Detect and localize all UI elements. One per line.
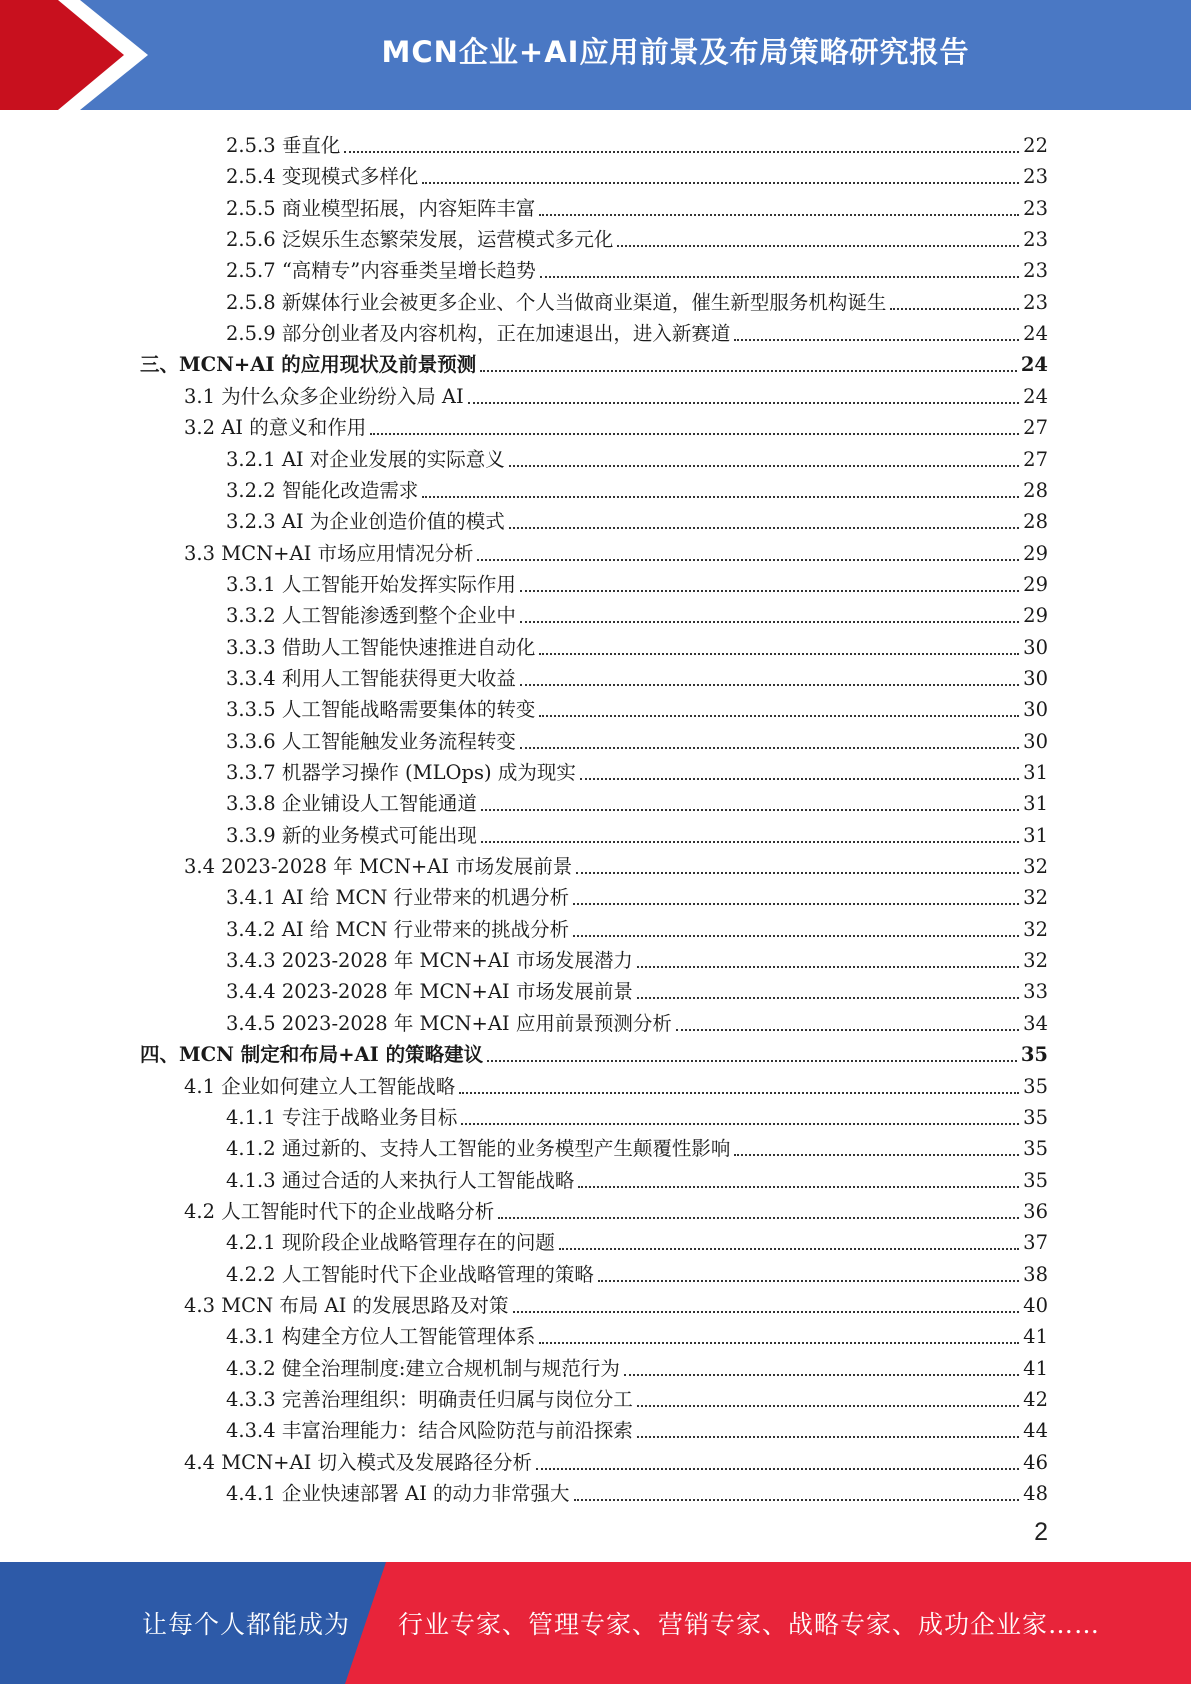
toc-entry[interactable] [184, 849, 1048, 880]
toc-dot-leader [370, 433, 1019, 435]
toc-entry-page: 30 [1023, 729, 1048, 753]
footer-slogan-right: 行业专家、管理专家、营销专家、战略专家、成功企业家…… [398, 1610, 1101, 1639]
toc-dot-leader [536, 1468, 1019, 1470]
toc-dot-leader [539, 1342, 1019, 1344]
toc-entry[interactable] [226, 1131, 1048, 1162]
toc-entry[interactable] [184, 1069, 1048, 1100]
toc-entry-page: 29 [1023, 541, 1048, 565]
toc-entry-label: 2.5.8 新媒体行业会被更多企业、个人当做商业渠道，催生新型服务机构诞生 [226, 290, 887, 314]
toc-entry[interactable] [226, 1163, 1048, 1194]
toc-entry[interactable] [226, 912, 1048, 943]
toc-entry-page: 28 [1023, 510, 1048, 534]
toc-entry-page: 23 [1023, 165, 1048, 189]
toc-entry-page: 38 [1023, 1262, 1048, 1286]
toc-entry-label: 3.4.3 2023-2028 年 MCN+AI 市场发展潜力 [226, 949, 633, 973]
toc-dot-leader [580, 778, 1019, 780]
toc-entry[interactable] [226, 880, 1048, 911]
toc-dot-leader [487, 1060, 1017, 1062]
toc-entry-label: 3.1 为什么众多企业纷纷入局 AI [184, 384, 464, 408]
report-title: MCN企业+AI应用前景及布局策略研究报告 [381, 34, 970, 69]
toc-dot-leader [574, 1499, 1020, 1501]
toc-entry-label: 4.1 企业如何建立人工智能战略 [184, 1074, 456, 1098]
toc-entry-label: 4.3.4 丰富治理能力：结合风险防范与前沿探索 [226, 1419, 633, 1443]
toc-entry[interactable] [184, 379, 1048, 410]
toc-dot-leader [513, 1311, 1020, 1313]
toc-entry-page: 22 [1023, 134, 1048, 157]
toc-entry[interactable] [226, 661, 1048, 692]
toc-entry[interactable] [226, 755, 1048, 786]
toc-entry-label: 3.3.9 新的业务模式可能出现 [226, 823, 477, 847]
toc-dot-leader [344, 151, 1019, 153]
toc-entry[interactable] [140, 347, 1048, 378]
toc-entry-label: 3.4.1 AI 给 MCN 行业带来的机遇分析 [226, 886, 570, 910]
toc-entry-page: 31 [1023, 823, 1048, 847]
toc-entry[interactable] [226, 1006, 1048, 1037]
toc-entry-page: 29 [1023, 604, 1048, 628]
toc-dot-leader [481, 809, 1019, 811]
toc-dot-leader [520, 747, 1019, 749]
toc-entry-label: 3.4.5 2023-2028 年 MCN+AI 应用前景预测分析 [226, 1011, 672, 1035]
toc-entry-label: 4.3.2 健全治理制度:建立合规机制与规范行为 [226, 1356, 620, 1380]
toc-entry[interactable] [226, 253, 1048, 284]
toc-entry-page: 32 [1023, 855, 1048, 879]
toc-entry-label: 3.3.8 企业铺设人工智能通道 [226, 792, 477, 816]
toc-dot-leader [637, 1405, 1019, 1407]
toc-entry-label: 4.4.1 企业快速部署 AI 的动力非常强大 [226, 1482, 570, 1506]
toc-entry-label: 4.2.2 人工智能时代下企业战略管理的策略 [226, 1262, 594, 1286]
toc-entry-label: 4.4 MCN+AI 切入模式及发展路径分析 [184, 1450, 532, 1474]
toc-entry-label: 3.2.3 AI 为企业创造价值的模式 [226, 510, 505, 534]
toc-entry-page: 29 [1023, 572, 1048, 596]
toc-entry[interactable] [140, 1037, 1048, 1068]
toc-dot-leader [498, 1217, 1019, 1219]
toc-entry[interactable] [226, 1100, 1048, 1131]
toc-entry-page: 30 [1023, 698, 1048, 722]
toc-entry-page: 23 [1023, 196, 1048, 220]
toc-entry-page: 35 [1020, 1043, 1048, 1067]
toc-dot-leader [461, 1123, 1019, 1125]
toc-entry-label: 3.2.1 AI 对企业发展的实际意义 [226, 447, 505, 471]
toc-entry-label: 3.3.2 人工智能渗透到整个企业中 [226, 604, 516, 628]
toc-entry-page: 24 [1023, 384, 1048, 408]
toc-entry[interactable] [226, 285, 1048, 316]
toc-entry[interactable] [226, 1413, 1048, 1444]
toc-dot-leader [573, 903, 1019, 905]
toc-dot-leader [576, 872, 1019, 874]
toc-entry[interactable] [226, 128, 1048, 159]
toc-entry[interactable] [226, 473, 1048, 504]
toc-entry-page: 42 [1023, 1388, 1048, 1411]
toc-entry[interactable] [226, 316, 1048, 347]
toc-entry[interactable] [226, 943, 1048, 974]
toc-entry-label: 3.2.2 智能化改造需求 [226, 478, 419, 502]
toc-entry-page: 23 [1023, 290, 1048, 314]
toc-entry-page: 35 [1023, 1168, 1048, 1192]
toc-dot-leader [559, 1248, 1019, 1250]
toc-dot-leader [539, 715, 1019, 717]
toc-dot-leader [734, 339, 1019, 341]
toc-dot-leader [539, 214, 1019, 216]
toc-entry-page: 23 [1023, 228, 1048, 252]
toc-dot-leader [598, 1280, 1019, 1282]
toc-entry[interactable] [226, 1257, 1048, 1288]
toc-entry-label: 2.5.4 变现模式多样化 [226, 165, 419, 189]
toc-dot-leader [539, 653, 1019, 655]
toc-dot-leader [509, 527, 1019, 529]
toc-entry-page: 32 [1023, 949, 1048, 973]
toc-entry-page: 33 [1023, 980, 1048, 1004]
toc-entry-page: 30 [1023, 635, 1048, 659]
toc-entry[interactable] [226, 1382, 1048, 1413]
toc-dot-leader [422, 496, 1019, 498]
header-accent-graphic [0, 0, 150, 110]
toc-entry-label: 2.5.6 泛娱乐生态繁荣发展，运营模式多元化 [226, 228, 614, 252]
toc-entry-label: 3.3 MCN+AI 市场应用情况分析 [184, 541, 474, 565]
toc-entry[interactable] [226, 1225, 1048, 1256]
toc-entry-page: 41 [1023, 1325, 1048, 1349]
toc-entry-page: 37 [1023, 1231, 1048, 1255]
toc-entry[interactable] [226, 222, 1048, 253]
toc-entry-page: 30 [1023, 666, 1048, 690]
toc-dot-leader [540, 276, 1019, 278]
toc-dot-leader [422, 182, 1019, 184]
toc-entry-page: 32 [1023, 886, 1048, 910]
toc-entry-page: 23 [1023, 259, 1048, 283]
toc-entry[interactable] [226, 504, 1048, 535]
toc-entry-label: 2.5.5 商业模型拓展，内容矩阵丰富 [226, 196, 536, 220]
toc-entry-label: 3.4 2023-2028 年 MCN+AI 市场发展前景 [184, 855, 573, 879]
toc-entry-label: 4.2 人工智能时代下的企业战略分析 [184, 1199, 495, 1223]
toc-entry-page: 44 [1023, 1419, 1048, 1443]
toc-entry[interactable] [226, 1351, 1048, 1382]
toc-entry-label: 3.3.6 人工智能触发业务流程转变 [226, 729, 516, 753]
toc-dot-leader [509, 465, 1019, 467]
toc-entry[interactable] [226, 442, 1048, 473]
toc-entry-label: 3.3.5 人工智能战略需要集体的转变 [226, 698, 536, 722]
toc-entry-label: 4.3.1 构建全方位人工智能管理体系 [226, 1325, 536, 1349]
toc-entry-label: 三、MCN+AI 的应用现状及前景预测 [140, 353, 477, 377]
toc-entry-page: 28 [1023, 478, 1048, 502]
toc-dot-leader [459, 1092, 1019, 1094]
toc-entry-page: 32 [1023, 917, 1048, 941]
toc-entry-label: 四、MCN 制定和布局+AI 的策略建议 [140, 1043, 484, 1067]
toc-entry[interactable] [226, 1319, 1048, 1350]
toc-entry[interactable] [226, 724, 1048, 755]
toc-entry-page: 46 [1023, 1450, 1048, 1474]
toc-dot-leader [477, 559, 1019, 561]
toc-entry-page: 36 [1023, 1199, 1048, 1223]
toc-entry-page: 27 [1023, 416, 1048, 440]
toc-entry-label: 3.3.4 利用人工智能获得更大收益 [226, 666, 516, 690]
toc-entry-page: 35 [1023, 1074, 1048, 1098]
toc-entry[interactable] [226, 1476, 1048, 1507]
toc-entry-label: 4.1.1 专注于战略业务目标 [226, 1105, 458, 1129]
toc-entry[interactable] [226, 191, 1048, 222]
toc-entry[interactable] [226, 159, 1048, 190]
toc-dot-leader [573, 935, 1019, 937]
toc-entry[interactable] [184, 410, 1048, 441]
toc-dot-leader [617, 245, 1019, 247]
toc-dot-leader [637, 1436, 1019, 1438]
toc-dot-leader [481, 841, 1019, 843]
page-number: 2 [1034, 1518, 1048, 1546]
toc-entry-label: 3.4.4 2023-2028 年 MCN+AI 市场发展前景 [226, 980, 633, 1004]
toc-dot-leader [624, 1374, 1019, 1376]
toc-dot-leader [890, 308, 1019, 310]
toc-dot-leader [520, 621, 1019, 623]
toc-entry-label: 3.2 AI 的意义和作用 [184, 416, 367, 440]
page-header [0, 0, 1191, 110]
page-footer [0, 1562, 1191, 1684]
toc-entry-page: 35 [1023, 1137, 1048, 1161]
toc-entry-label: 4.3 MCN 布局 AI 的发展思路及对策 [184, 1293, 509, 1317]
toc-entry-page: 27 [1023, 447, 1048, 471]
toc-entry-label: 2.5.7 “高精专”内容垂类呈增长趋势 [226, 259, 536, 283]
toc-entry[interactable] [226, 818, 1048, 849]
toc-dot-leader [520, 590, 1019, 592]
toc-entry-label: 4.3.3 完善治理组织：明确责任归属与岗位分工 [226, 1388, 633, 1411]
toc-dot-leader [520, 684, 1019, 686]
toc-entry-page: 24 [1023, 322, 1048, 346]
toc-entry-label: 2.5.3 垂直化 [226, 134, 341, 157]
toc-entry-label: 4.1.2 通过新的、支持人工智能的业务模型产生颠覆性影响 [226, 1137, 731, 1161]
toc-entry-page: 40 [1023, 1293, 1048, 1317]
toc-entry-page: 24 [1020, 353, 1048, 377]
toc-entry-label: 3.3.7 机器学习操作 (MLOps) 成为现实 [226, 761, 576, 784]
toc-dot-leader [676, 1029, 1019, 1031]
toc-entry-label: 3.3.1 人工智能开始发挥实际作用 [226, 572, 516, 596]
toc-entry[interactable] [184, 1445, 1048, 1476]
toc-entry-page: 48 [1023, 1482, 1048, 1506]
toc-dot-leader [637, 997, 1019, 999]
toc-entry[interactable] [226, 692, 1048, 723]
toc-entry-label: 3.3.3 借助人工智能快速推进自动化 [226, 635, 536, 659]
toc-entry-page: 31 [1023, 761, 1048, 784]
toc-entry[interactable] [184, 1194, 1048, 1225]
toc-entry[interactable] [184, 536, 1048, 567]
toc-entry-page: 34 [1023, 1011, 1048, 1035]
toc-entry-label: 4.1.3 通过合适的人来执行人工智能战略 [226, 1168, 575, 1192]
toc-dot-leader [578, 1186, 1019, 1188]
toc-dot-leader [734, 1154, 1019, 1156]
toc-entry[interactable] [226, 786, 1048, 817]
toc-dot-leader [468, 402, 1019, 404]
toc-dot-leader [480, 370, 1017, 372]
toc-entry-page: 31 [1023, 792, 1048, 816]
toc-entry[interactable] [226, 974, 1048, 1005]
footer-slogan-left: 让每个人都能成为 [142, 1610, 351, 1639]
toc-entry[interactable] [184, 1288, 1048, 1319]
toc-dot-leader [637, 966, 1019, 968]
toc-entry-label: 4.2.1 现阶段企业战略管理存在的问题 [226, 1231, 555, 1255]
toc-entry-label: 3.4.2 AI 给 MCN 行业带来的挑战分析 [226, 917, 570, 941]
toc-entry[interactable] [226, 567, 1048, 598]
toc-entry[interactable] [226, 598, 1048, 629]
toc-entry-page: 41 [1023, 1356, 1048, 1380]
toc-entry[interactable] [226, 630, 1048, 661]
toc-entry-label: 2.5.9 部分创业者及内容机构，正在加速退出，进入新赛道 [226, 322, 731, 346]
toc-entry-page: 35 [1023, 1105, 1048, 1129]
